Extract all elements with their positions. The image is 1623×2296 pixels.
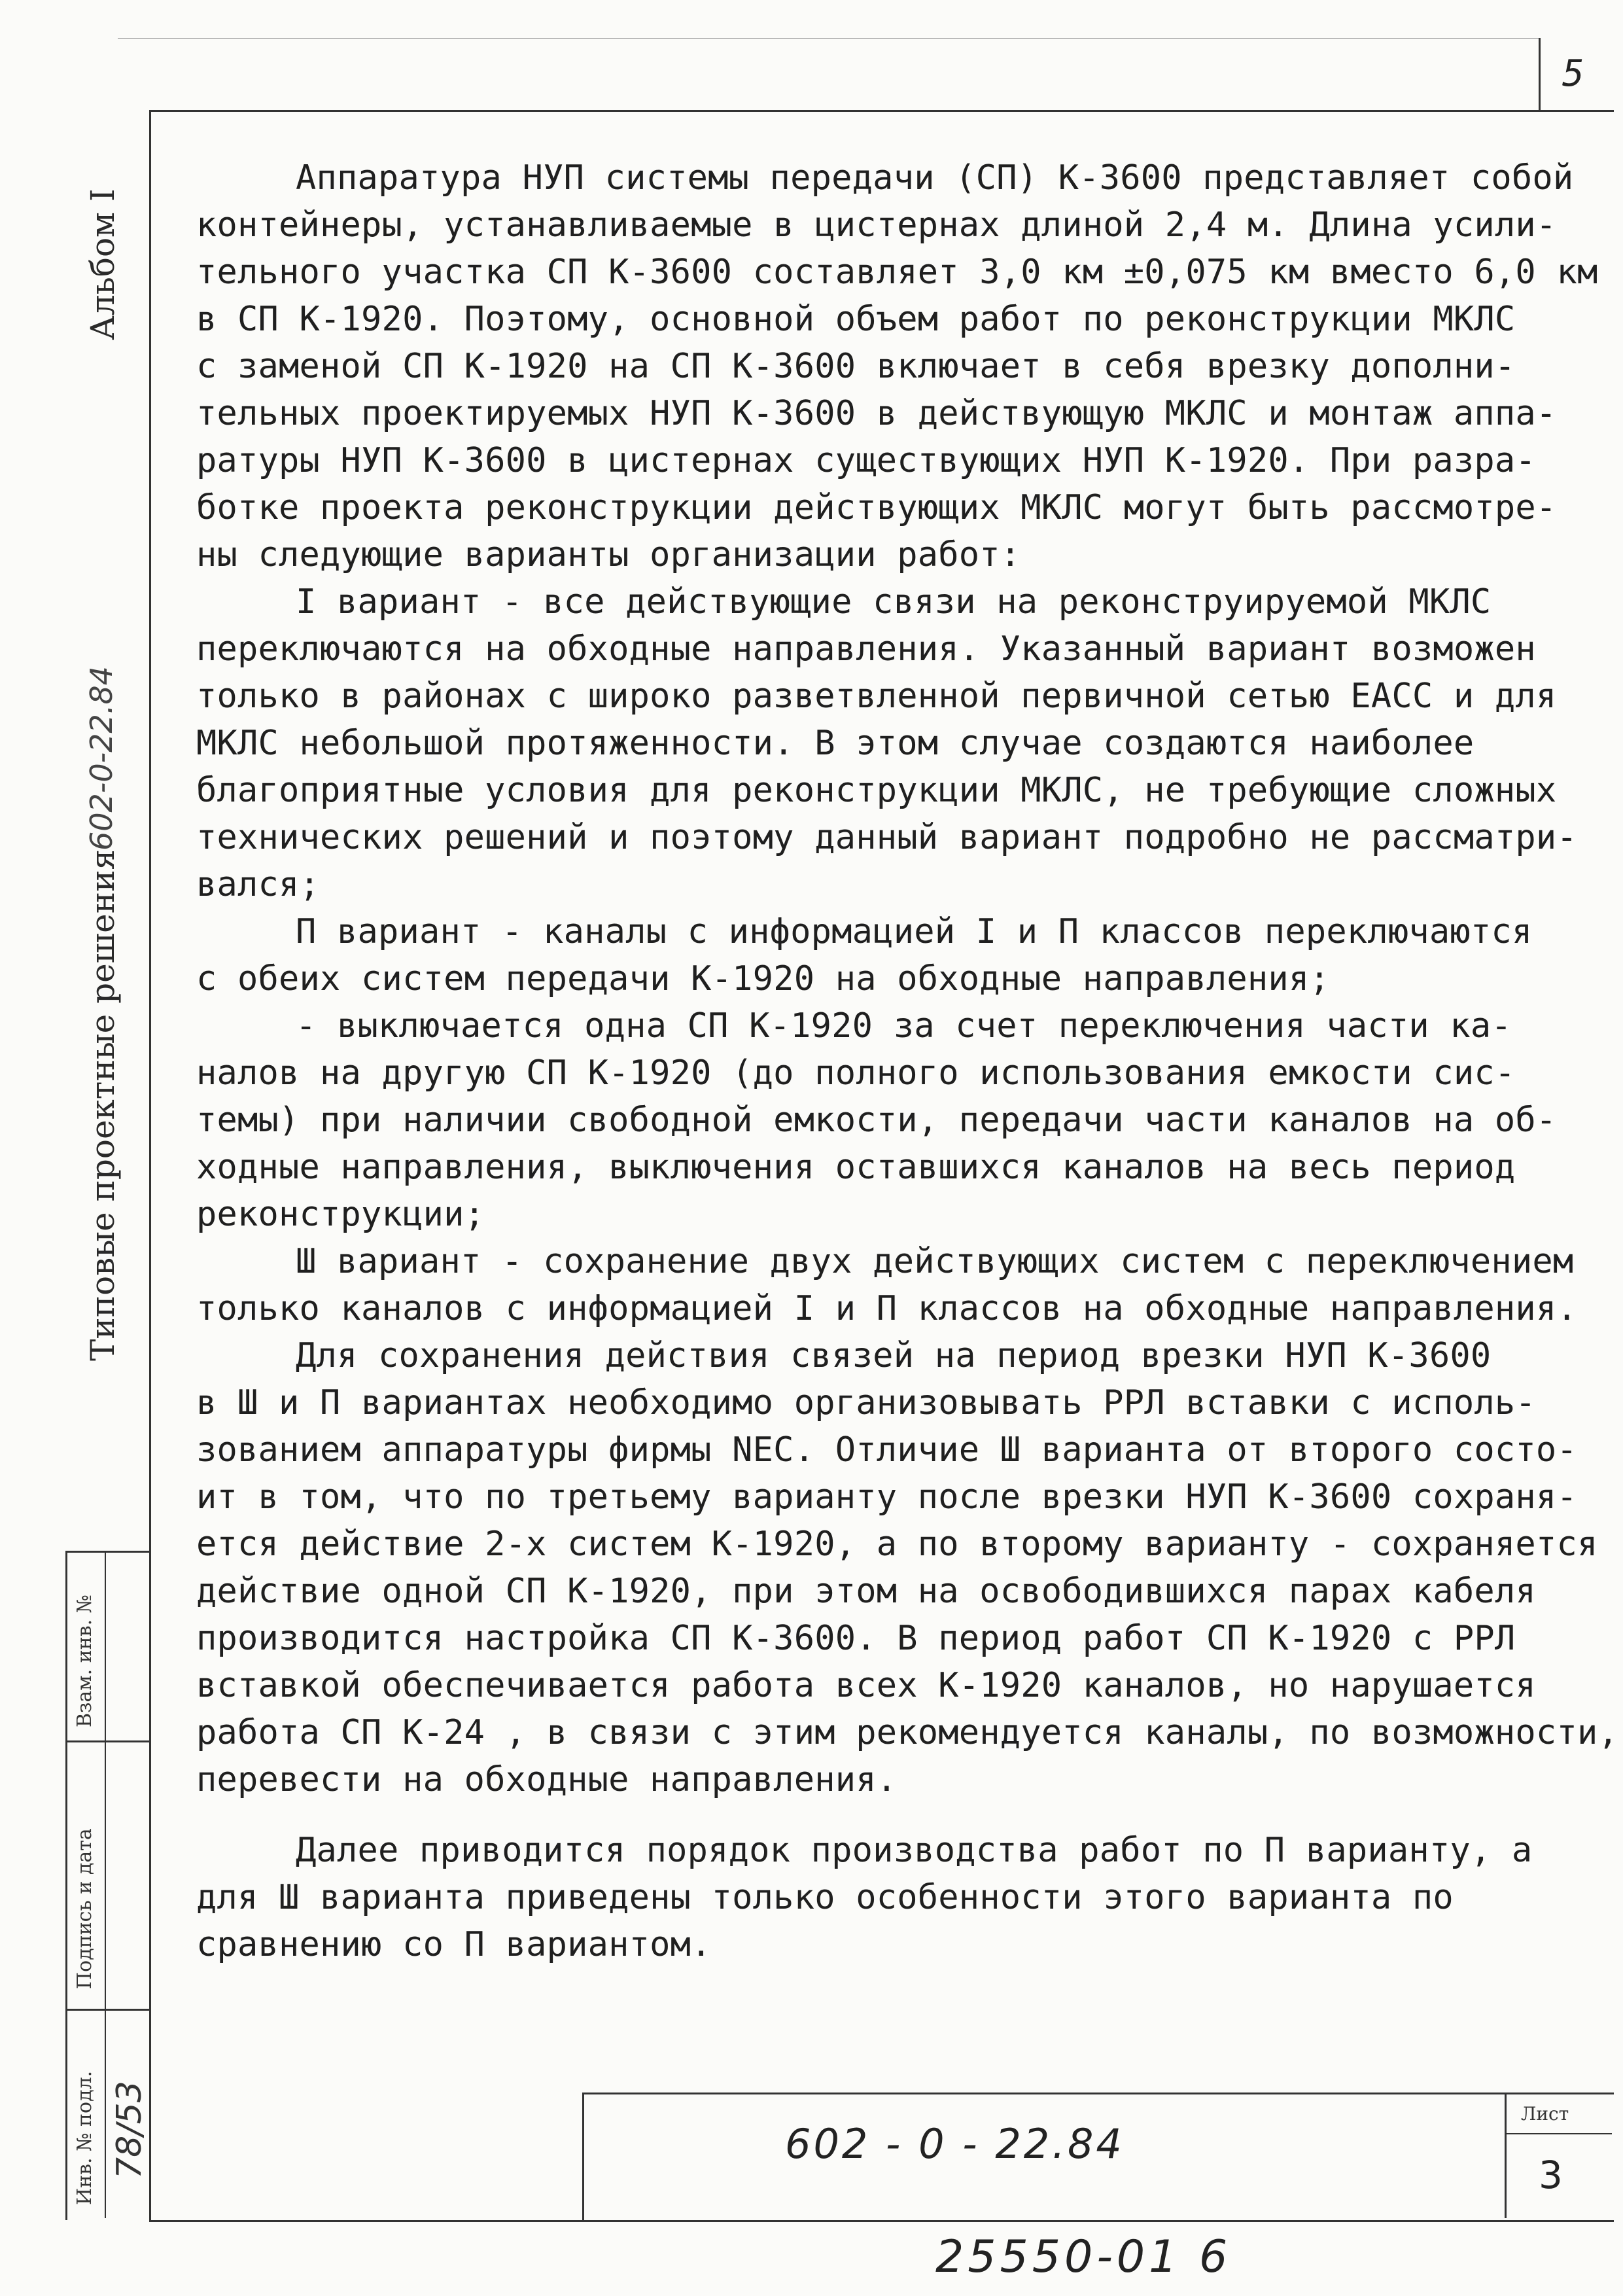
archive-code: 25550-01 6 (935, 2231, 1232, 2283)
page-number: 5 (1562, 52, 1584, 95)
text-line: тельного участка СП К-3600 составляет 3,0 км ±0,075 км вместо 6,0 км (196, 253, 1598, 292)
text-line: ходные направления, выключения оставшихся каналов на весь период (196, 1148, 1516, 1187)
paragraph-rrl (196, 1332, 1618, 1803)
text-line: I вариант - все действующие связи на реконструируемой МКЛС (296, 582, 1492, 622)
paragraph-variant-3 (196, 1238, 1603, 1332)
album-label: Альбом I (84, 188, 122, 340)
paragraph-final (196, 1827, 1603, 1968)
text-line: Аппаратура НУП системы передачи (СП) К-3600 представляет собой (296, 158, 1574, 198)
paragraph-variant-2-detail (196, 1002, 1603, 1238)
text-line: для Ш варианта приведены только особенности этого варианта по (196, 1878, 1454, 1917)
text-line: Далее приводится порядок производства работ по П варианту, а (296, 1831, 1533, 1870)
text-line: ратуры НУП К-3600 в цистернах существующих НУП К-1920. При разра- (196, 441, 1536, 480)
paragraph-gap (196, 1803, 1603, 1827)
text-line: в СП К-1920. Поэтому, основной объем работ по реконструкции МКЛС (196, 300, 1516, 339)
text-line: с заменой СП К-1920 на СП К-3600 включает в себя врезку дополни- (196, 347, 1516, 386)
text-line: вставкой обеспечивается работа всех К-1920 каналов, но нарушается (196, 1666, 1536, 1705)
text-line: Ш вариант - сохранение двух действующих систем с переключением (296, 1242, 1574, 1281)
replace-inv-label: Взам. инв. № (73, 1594, 96, 1727)
text-line: сравнению со П вариантом. (196, 1925, 712, 1964)
text-line: производится настройка СП К-3600. В период работ СП К-1920 с РРЛ (196, 1619, 1516, 1658)
top-border-line (118, 38, 1539, 39)
text-line: - выключается одна СП К-1920 за счет переключения части ка- (296, 1006, 1512, 1046)
text-line: зованием аппаратуры фирмы NEC. Отличие Ш варианта от второго состо- (196, 1430, 1577, 1470)
inv-no-label: Инв. № подл. (73, 2070, 96, 2205)
text-line: налов на другую СП К-1920 (до полного использования емкости сис- (196, 1053, 1516, 1093)
text-line: вался; (196, 865, 321, 904)
text-line: перевести на обходные направления. (196, 1760, 898, 1799)
sheet-label: Лист (1521, 2103, 1569, 2125)
text-line: П вариант - каналы с информацией I и П классов переключаются (296, 912, 1533, 951)
body-text (196, 154, 1618, 1968)
sheet-cell-divider (1505, 2133, 1612, 2134)
text-line: действие одной СП К-1920, при этом на освободившихся парах кабеля (196, 1572, 1536, 1611)
stamp-divider-vertical (105, 1551, 106, 2218)
sign-date-label: Подпись и дата (73, 1828, 96, 1989)
document-code: 602 - 0 - 22.84 (785, 2120, 1125, 2168)
title-block-divider (1505, 2093, 1507, 2218)
text-line: реконструкции; (196, 1195, 485, 1234)
text-line: ботке проекта реконструкции действующих МКЛС могут быть рассмотре- (196, 488, 1557, 527)
text-line: ит в том, что по третьему варианту после врезки НУП К-3600 сохраня- (196, 1477, 1577, 1517)
text-line: ны следующие варианты организации работ: (196, 535, 1021, 574)
text-line: ется действие 2-х систем К-1920, а по второму варианту - сохраняется (196, 1525, 1598, 1564)
inv-no-value: 78/53 (110, 2081, 149, 2179)
paragraph-variant-1 (196, 578, 1603, 908)
text-line: работа СП К-24 , в связи с этим рекомендуется каналы, по возможности, (196, 1713, 1618, 1752)
text-line: благоприятные условия для реконструкции МКЛС, не требующие сложных (196, 771, 1557, 810)
text-line: в Ш и П вариантах необходимо организовывать РРЛ вставки с исполь- (196, 1383, 1536, 1422)
stamp-divider-1 (65, 1740, 149, 1742)
stamp-divider-2 (65, 2009, 149, 2011)
text-line: технических решений и поэтому данный вариант подробно не рассматри- (196, 818, 1577, 857)
text-line: тельных проектируемых НУП К-3600 в действующую МКЛС и монтаж аппа- (196, 394, 1557, 433)
text-line: только в районах с широко разветвленной первичной сетью ЕАСС и для (196, 677, 1557, 716)
text-line: темы) при наличии свободной емкости, передачи части каналов на об- (196, 1101, 1557, 1140)
text-line: с обеих систем передачи К-1920 на обходные направления; (196, 959, 1330, 998)
text-line: контейнеры, устанавливаемые в цистернах длиной 2,4 м. Длина усили- (196, 205, 1557, 245)
series-label: 602-0-22.84 (84, 666, 119, 851)
text-line: переключаются на обходные направления. Указанный вариант возможен (196, 629, 1536, 669)
paragraph-1 (196, 154, 1603, 578)
sheet-number: 3 (1539, 2153, 1563, 2197)
text-line: МКЛС небольшой протяженности. В этом случае создаются наиболее (196, 724, 1475, 763)
standard-solutions-label: Типовые проектные решения (84, 849, 122, 1361)
text-line: только каналов с информацией I и П классов на обходные направления. (196, 1289, 1577, 1328)
paragraph-variant-2 (196, 908, 1603, 1002)
text-line: Для сохранения действия связей на период врезки НУП К-3600 (296, 1336, 1492, 1375)
